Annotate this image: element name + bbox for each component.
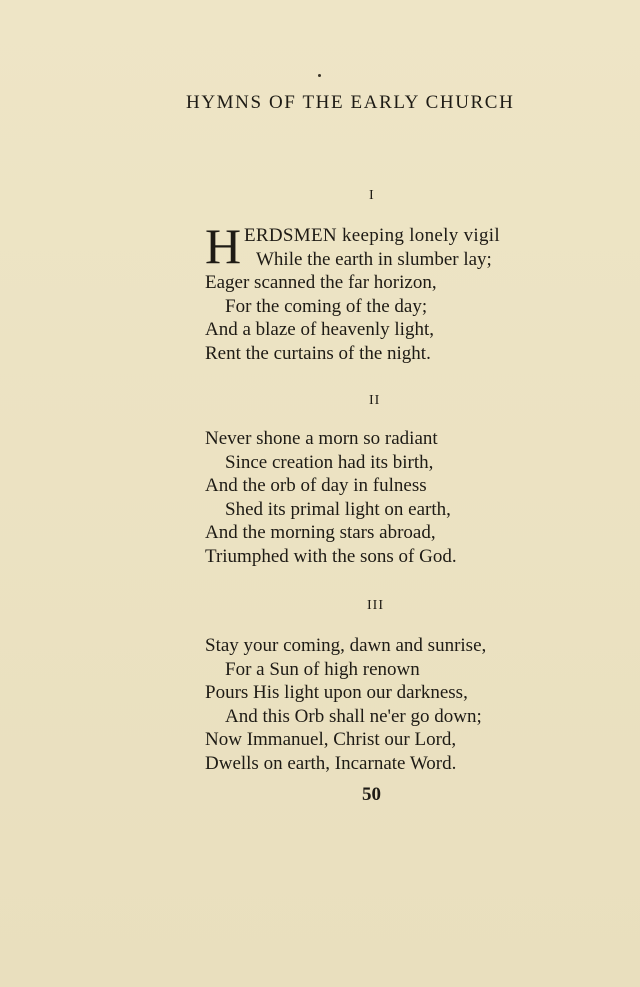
running-head: HYMNS OF THE EARLY CHURCH bbox=[186, 92, 515, 113]
verse-line: And the orb of day in fulness bbox=[205, 475, 427, 497]
verse-line: Stay your coming, dawn and sunrise, bbox=[205, 635, 487, 656]
verse-line: For the coming of the day; bbox=[225, 295, 428, 317]
stanza-number-1: I bbox=[369, 188, 375, 203]
verse-line: Eager scanned the far horizon, bbox=[205, 272, 437, 294]
stanza-number-3: III bbox=[367, 598, 384, 613]
page-number: 50 bbox=[362, 784, 381, 805]
drop-cap: H bbox=[205, 218, 242, 274]
verse-line-text: ERDSMEN keeping lonely vigil bbox=[244, 225, 500, 246]
stanza-1 bbox=[205, 218, 500, 366]
verse-line: And the morning stars abroad, bbox=[205, 522, 436, 544]
stanza-number-2: II bbox=[369, 393, 381, 408]
print-speck bbox=[318, 74, 321, 77]
stanza-2 bbox=[205, 427, 457, 569]
verse-line: Shed its primal light on earth, bbox=[225, 498, 451, 520]
stanza-3 bbox=[205, 634, 486, 776]
verse-line: Rent the curtains of the night. bbox=[205, 342, 431, 364]
verse-line: Since creation had its birth, bbox=[225, 451, 434, 473]
verse-line: And this Orb shall ne'er go down; bbox=[225, 705, 482, 727]
verse-line: Dwells on earth, Incarnate Word. bbox=[205, 752, 457, 774]
verse-line: Now Immanuel, Christ our Lord, bbox=[205, 729, 457, 751]
verse-line: Pours His light upon our darkness, bbox=[205, 682, 468, 704]
verse-line: And a blaze of heavenly light, bbox=[205, 319, 434, 341]
verse-line: Triumphed with the sons of God. bbox=[205, 545, 457, 567]
verse-line: For a Sun of high renown bbox=[225, 658, 420, 680]
verse-line: While the earth in slumber lay; bbox=[256, 248, 492, 270]
verse-line: Never shone a morn so radiant bbox=[205, 428, 438, 449]
